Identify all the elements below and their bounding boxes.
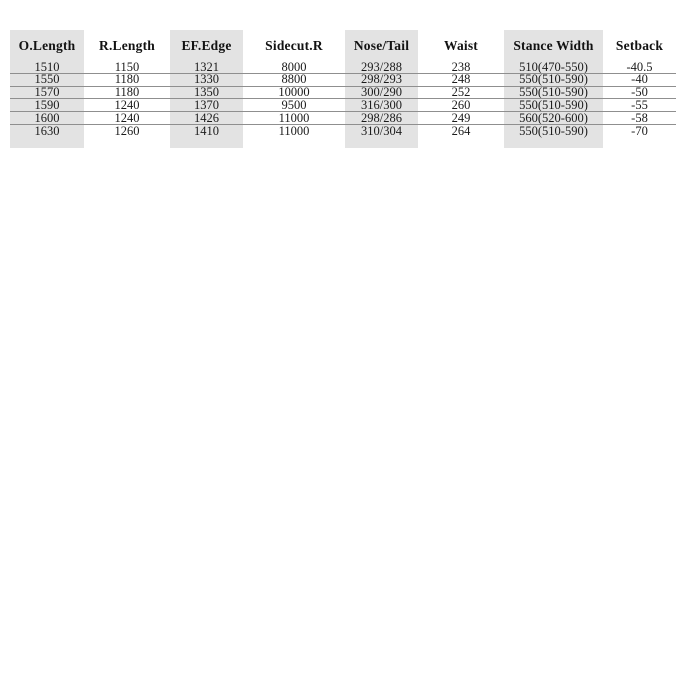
column-pad	[603, 138, 676, 148]
table-cell: 252	[451, 86, 471, 99]
column-header-nose-tail: Nose/Tail	[345, 30, 418, 61]
table-cell: -58	[631, 112, 648, 124]
table-cell: 550(510-590)	[504, 87, 603, 99]
table-cell: 1590	[10, 99, 84, 111]
column-pad	[243, 138, 345, 148]
column-header-waist: Waist	[443, 37, 478, 53]
table-row	[10, 61, 676, 74]
table-row	[10, 74, 676, 87]
table-cell: -40.5	[626, 61, 653, 73]
table-cell: 1570	[10, 87, 84, 99]
table-cell: 550(510-590)	[504, 99, 603, 111]
table-cell: 1350	[170, 87, 243, 99]
table-row	[10, 87, 676, 100]
table-cell: 1426	[170, 112, 243, 124]
table-cell: 1550	[10, 74, 84, 86]
table-cell: 8000	[281, 61, 307, 73]
table-cell: 293/288	[345, 61, 418, 73]
column-header-stance-width: Stance Width	[504, 30, 603, 61]
table-cell: 1260	[114, 124, 140, 138]
column-header-o-length: O.Length	[10, 30, 84, 61]
table-cell: 10000	[278, 86, 310, 99]
column-pad	[84, 138, 170, 148]
table-cell: 1150	[114, 61, 140, 73]
shaded-column-pad	[504, 138, 603, 148]
table-cell: 264	[451, 124, 471, 138]
table-row	[10, 99, 676, 112]
column-header-setback: Setback	[615, 37, 664, 53]
table-cell: 300/290	[345, 87, 418, 99]
table-cell: -70	[631, 124, 648, 138]
table-cell: -55	[631, 99, 648, 112]
table-cell: 550(510-590)	[504, 74, 603, 86]
table-cell: -40	[631, 73, 648, 86]
table-cell: 249	[451, 112, 471, 124]
column-header-sidecut-r: Sidecut.R	[265, 37, 323, 53]
column-header-ef-edge: EF.Edge	[170, 30, 243, 61]
table-cell: 1180	[114, 86, 140, 99]
table-cell: 550(510-590)	[504, 125, 603, 138]
table-cell: 1180	[114, 73, 140, 86]
table-header-row	[10, 30, 676, 61]
table-cell: 11000	[278, 112, 310, 124]
table-cell: 260	[451, 99, 471, 112]
table-cell: 316/300	[345, 99, 418, 111]
spec-table	[10, 30, 676, 148]
table-cell: 9500	[281, 99, 307, 112]
table-cell: 1321	[170, 61, 243, 73]
table-cell: 510(470-550)	[504, 61, 603, 73]
table-cell: 1630	[10, 125, 84, 138]
shaded-column-pad	[345, 138, 418, 148]
table-cell: 298/286	[345, 112, 418, 124]
table-cell: 298/293	[345, 74, 418, 86]
table-cell: 1600	[10, 112, 84, 124]
table-cell: 1510	[10, 61, 84, 73]
table-cell: 238	[451, 61, 471, 73]
table-cell: 8800	[281, 73, 307, 86]
table-row	[10, 125, 676, 138]
table-footer-pad	[10, 138, 676, 148]
table-cell: 1330	[170, 74, 243, 86]
table-cell: 1410	[170, 125, 243, 138]
shaded-column-pad	[10, 138, 84, 148]
column-pad	[418, 138, 504, 148]
shaded-column-pad	[170, 138, 243, 148]
table-cell: 310/304	[345, 125, 418, 138]
table-cell: 560(520-600)	[504, 112, 603, 124]
column-header-r-length: R.Length	[99, 37, 155, 53]
table-cell: 1370	[170, 99, 243, 111]
table-cell: 248	[451, 73, 471, 86]
table-cell: 1240	[114, 99, 140, 112]
table-cell: 1240	[114, 112, 140, 124]
table-row	[10, 112, 676, 125]
table-cell: 11000	[278, 124, 310, 138]
table-cell: -50	[631, 86, 648, 99]
